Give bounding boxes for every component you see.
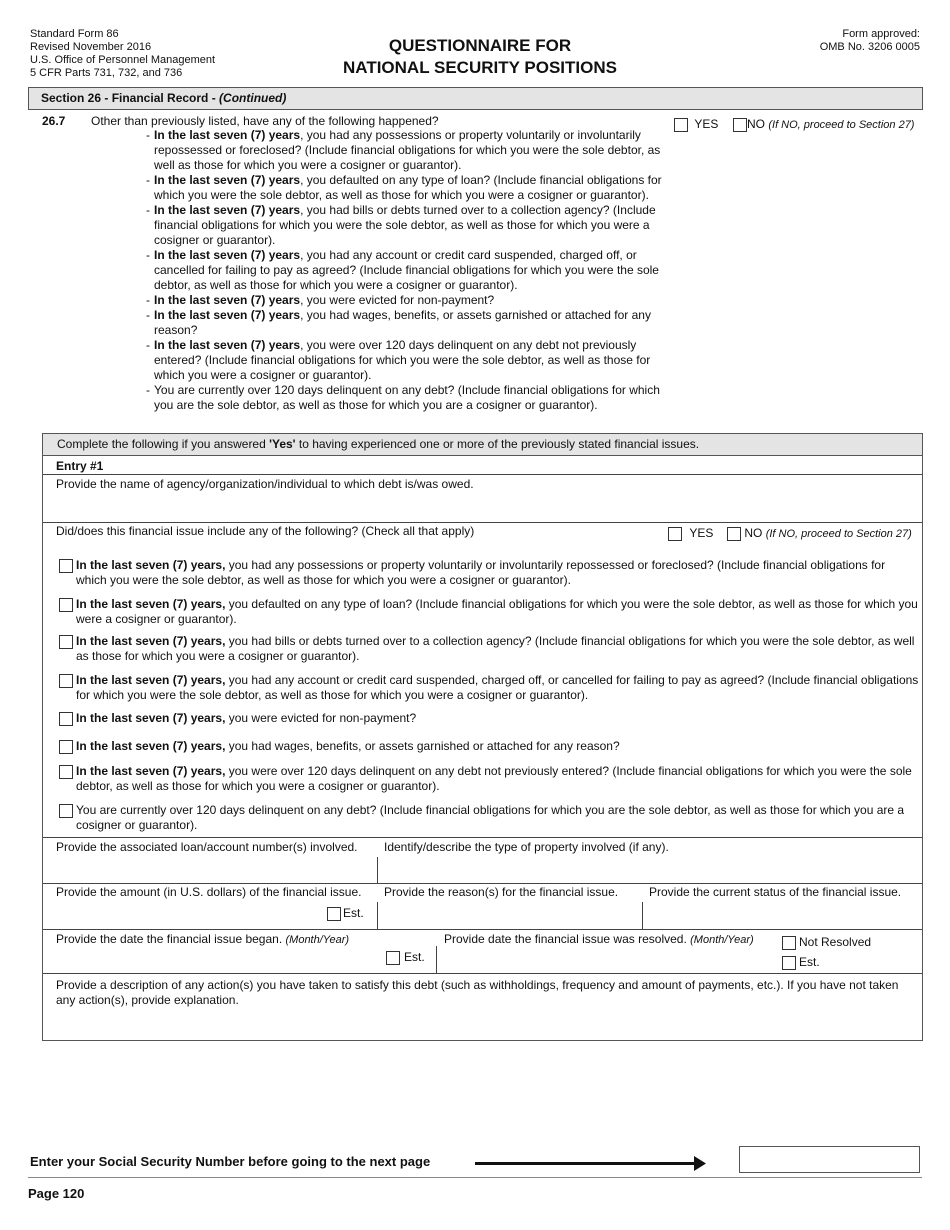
loan-input[interactable]: [56, 857, 374, 882]
not-resolved-option[interactable]: [782, 935, 871, 950]
page-number: Page 120: [28, 1186, 85, 1201]
check-item-checkbox[interactable]: [59, 804, 73, 818]
estimated-label: Est.: [404, 950, 425, 964]
check-item[interactable]: [59, 764, 919, 794]
date-began-text: Provide the date the financial issue began.: [56, 932, 286, 946]
arrow-right-icon: [694, 1156, 706, 1171]
section-continued: (Continued): [219, 91, 287, 105]
divider: [43, 929, 922, 930]
form-id-line: Standard Form 86: [30, 28, 119, 40]
reason-input[interactable]: [380, 902, 638, 928]
loan-label: Provide the associated loan/account number(s) involved.: [56, 840, 358, 854]
yes-label: YES: [694, 117, 719, 131]
question-item: - In the last seven (7) years, you had bills or debts turned over to a collection agency? (Include financial obligations for which you were the sole debtor, as well as those for which you were a cosigner or guarantor).: [146, 203, 656, 247]
check-item-checkbox[interactable]: [59, 559, 73, 573]
form-id-line: Revised November 2016: [30, 41, 152, 53]
omb-approval: [820, 28, 920, 54]
date-resolved-text: Provide date the financial issue was resolved.: [444, 932, 691, 946]
ssn-prompt: Enter your Social Security Number before going to the next page: [30, 1154, 431, 1169]
divider: [377, 857, 378, 883]
check-item-text: In the last seven (7) years, you had any account or credit card suspended, charged off, or cancelled for failing to pay as agreed? (Include financial obligations for which you were the sole debtor, as well as those for which you were a cosigner or guarantor).: [76, 673, 919, 702]
check-item-checkbox[interactable]: [59, 598, 73, 612]
divider: [43, 973, 922, 974]
description-label: Provide a description of any action(s) you have taken to satisfy this debt (such as withholdings, frequency and amount of payments, etc.). If you have not taken any action(s), provide explanation.: [56, 978, 899, 1007]
status-label: Provide the current status of the financial issue.: [649, 885, 902, 899]
estimated-checkbox[interactable]: [386, 951, 400, 965]
check-item[interactable]: [59, 711, 919, 726]
include-no-option[interactable]: [727, 526, 912, 542]
check-item-checkbox[interactable]: [59, 635, 73, 649]
divider: [377, 902, 378, 929]
no-checkbox[interactable]: [727, 527, 741, 541]
question-item: - In the last seven (7) years, you defaulted on any type of loan? (Include financial obligations for which you were the sole debtor, as well as those for which you were a cosigner or guarantor).: [146, 173, 662, 202]
check-item[interactable]: [59, 803, 919, 833]
agency-label: Provide the name of agency/organization/individual to which debt is/was owed.: [56, 477, 474, 491]
question-item: - In the last seven (7) years, you were evicted for non-payment?: [146, 293, 495, 307]
reason-label: Provide the reason(s) for the financial issue.: [384, 885, 619, 899]
form-id-line: 5 CFR Parts 731, 732, and 736: [30, 67, 183, 79]
check-item-text: In the last seven (7) years, you were evicted for non-payment?: [76, 711, 417, 725]
yes-checkbox[interactable]: [668, 527, 682, 541]
not-resolved-checkbox[interactable]: [782, 936, 796, 950]
date-began-input[interactable]: [56, 946, 376, 972]
check-item-checkbox[interactable]: [59, 712, 73, 726]
question-item: - In the last seven (7) years, you were over 120 days delinquent on any debt not previously entered? (Include financial obligations for which you were the sole debtor, as well as those for which you were a cosigner or guarantor).: [146, 338, 651, 382]
check-item-text: In the last seven (7) years, you had any possessions or property voluntarily or involuntarily repossessed or foreclosed? (Include financial obligations for which you were the sole debtor, as well as those for which you were a cosigner or guarantor).: [76, 558, 886, 587]
estimated-checkbox[interactable]: [327, 907, 341, 921]
property-label: Identify/describe the type of property involved (if any).: [384, 840, 669, 854]
question-item: - In the last seven (7) years, you had any account or credit card suspended, charged off, or cancelled for failing to pay as agreed? (Include financial obligations for which you were the sole debtor, as well as those for which you were a cosigner or guarantor).: [146, 248, 659, 292]
check-item-text: In the last seven (7) years, you were over 120 days delinquent on any debt not previously entered? (Include financial obligations for which you were the sole debtor, as well as those for which you were a cosigner or guarantor).: [76, 764, 912, 793]
agency-input[interactable]: [56, 494, 922, 521]
page-title-line1: QUESTIONNAIRE FOR: [388, 36, 572, 55]
estimated-label: Est.: [799, 955, 820, 969]
divider: [43, 883, 922, 884]
arrow-shaft: [475, 1162, 697, 1165]
entry-title: Entry #1: [56, 459, 104, 473]
form-approved-text: Form approved:: [842, 28, 920, 40]
estimated-checkbox[interactable]: [782, 956, 796, 970]
check-item[interactable]: [59, 597, 919, 627]
form-identification: [30, 28, 215, 80]
yes-label: YES: [689, 526, 714, 540]
omb-number: OMB No. 3206 0005: [819, 41, 920, 53]
question-number: 26.7: [42, 114, 66, 128]
check-item-text: In the last seven (7) years, you had wages, benefits, or assets garnished or attached for any reason?: [76, 739, 620, 753]
divider: [43, 837, 922, 838]
check-item[interactable]: [59, 634, 919, 664]
footer-divider: [28, 1177, 922, 1178]
divider: [43, 474, 922, 475]
no-label: NO: [747, 117, 765, 131]
question-item: - In the last seven (7) years, you had any possessions or property voluntarily or involuntarily repossessed or foreclosed? (Include financial obligations for which you were the sole debtor, as well as those for which you were a cosigner or guarantor).: [146, 128, 661, 172]
question-item-list: [146, 128, 666, 413]
check-item-checkbox[interactable]: [59, 674, 73, 688]
form-id-line: U.S. Office of Personnel Management: [30, 54, 216, 66]
complete-banner: [43, 434, 922, 456]
check-item[interactable]: [59, 558, 919, 588]
question-yes-option[interactable]: [674, 117, 718, 132]
date-resolved-input[interactable]: [440, 950, 770, 972]
banner-text-pre: Complete the following if you answered: [57, 437, 270, 451]
no-note: (If NO, proceed to Section 27): [768, 119, 915, 131]
section-title: Section 26 - Financial Record -: [41, 91, 220, 105]
check-item[interactable]: [59, 673, 919, 703]
no-note: (If NO, proceed to Section 27): [765, 528, 912, 540]
check-item-checkbox[interactable]: [59, 765, 73, 779]
estimated-label: Est.: [343, 906, 364, 920]
no-checkbox[interactable]: [733, 118, 747, 132]
yes-checkbox[interactable]: [674, 118, 688, 132]
question-text: Other than previously listed, have any of the following happened?: [91, 114, 439, 128]
date-resolved-note: (Month/Year): [690, 934, 754, 946]
resolved-estimated-option[interactable]: [782, 955, 820, 970]
check-item-text: You are currently over 120 days delinquent on any debt? (Include financial obligations for which you are the sole debtor, as well as those for which you are a cosigner or guarantor).: [76, 803, 905, 832]
question-item: - You are currently over 120 days delinquent on any debt? (Include financial obligations for which you are the sole debtor, as well as those for which you are a cosigner or guarantor).: [146, 383, 660, 412]
page-title: [280, 35, 680, 79]
no-label: NO: [744, 526, 763, 540]
divider: [43, 522, 922, 523]
page-title-line2: NATIONAL SECURITY POSITIONS: [343, 58, 617, 77]
check-item[interactable]: [59, 739, 919, 754]
banner-text-bold: 'Yes': [269, 437, 296, 451]
date-resolved-label: [444, 932, 754, 948]
check-item-checkbox[interactable]: [59, 740, 73, 754]
section-header: [28, 87, 923, 110]
divider: [436, 946, 437, 973]
amount-label: Provide the amount (in U.S. dollars) of the financial issue.: [56, 885, 362, 899]
include-label: Did/does this financial issue include any of the following? (Check all that apply): [56, 524, 475, 538]
question-no-option[interactable]: [733, 117, 914, 133]
status-input[interactable]: [645, 902, 920, 928]
question-item: - In the last seven (7) years, you had wages, benefits, or assets garnished or attached for any reason?: [146, 308, 651, 337]
check-item-text: In the last seven (7) years, you defaulted on any type of loan? (Include financial obligations for which you were the sole debtor, as well as those for which you were a cosigner or guarantor).: [76, 597, 918, 626]
began-estimated-option[interactable]: [386, 950, 425, 965]
ssn-input[interactable]: [739, 1146, 920, 1173]
amount-estimated-option[interactable]: [327, 906, 364, 921]
not-resolved-label: Not Resolved: [799, 935, 872, 949]
check-item-text: In the last seven (7) years, you had bills or debts turned over to a collection agency? (Include financial obligations for which you were the sole debtor, as well as those for which you were a cosigner or guarantor).: [76, 634, 915, 663]
include-yes-option[interactable]: [668, 526, 713, 541]
banner-text-post: to having experienced one or more of the previously stated financial issues.: [295, 437, 700, 451]
date-began-note: (Month/Year): [285, 934, 350, 946]
description-input[interactable]: [56, 1008, 918, 1038]
property-input[interactable]: [380, 857, 920, 882]
divider: [642, 902, 643, 929]
